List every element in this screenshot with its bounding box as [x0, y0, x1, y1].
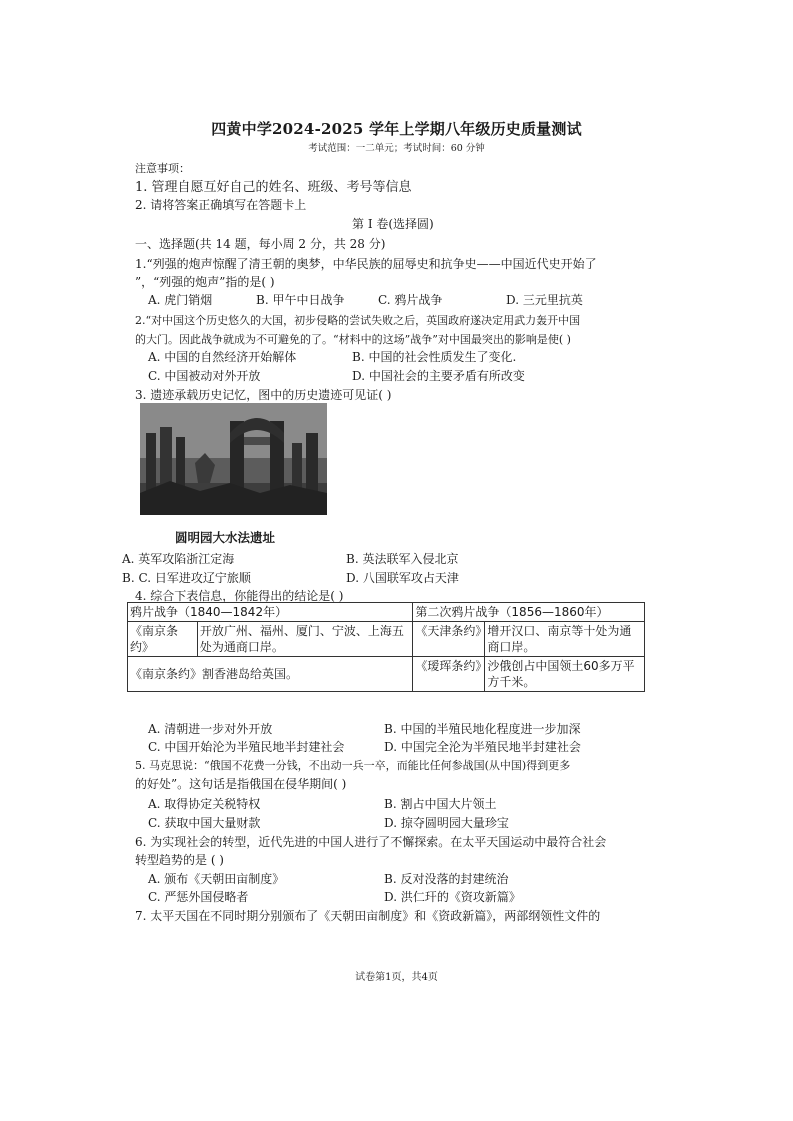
ruins-photo — [140, 403, 327, 515]
section-title: 第 I 卷(选择圆) — [352, 217, 434, 231]
question-5-option-b: B. 割占中国大片领土 — [384, 797, 497, 811]
question-5-option-d: D. 掠夺圆明园大量珍宝 — [384, 816, 509, 830]
question-2-stem: 2.“对中国这个历史悠久的大国，初步侵略的尝试失败之后，英国政府遂决定用武力轰开中国 — [135, 314, 581, 327]
question-5-option-a: A. 取得协定关税特权 — [148, 797, 261, 811]
question-2-stem-cont: 的大门。因此战争就成为不可避免的了。“材料中的这场”战争”对中国最突出的影响是使( ) — [135, 333, 571, 346]
treaty-table — [127, 602, 645, 692]
question-2-option-a: A. 中国的自然经济开始解体 — [148, 350, 297, 364]
ruins-caption: 圆明园大水法遗址 — [175, 530, 276, 545]
table-row — [128, 603, 645, 622]
table-cell: 《瑷珲条约》 — [413, 657, 485, 692]
question-6-option-a: A. 颁布《天朝田亩制度》 — [148, 872, 285, 886]
question-6-option-c: C. 严惩外国侵略者 — [148, 890, 249, 904]
question-3-option-d: D. 八国联军攻占天津 — [346, 571, 459, 585]
table-cell: 沙俄创占中国领土60多万平方千米。 — [485, 657, 645, 692]
question-3-option-c: B. C. 日军进攻辽宁旅顺 — [122, 571, 251, 585]
question-6-stem: 6. 为实现社会的转型，近代先进的中国人进行了不懈探索。在太平天国运动中最符合社会 — [135, 835, 607, 849]
notes-item-2: 2. 请将答案正确填写在答题卡上 — [135, 198, 307, 212]
table-cell: 开放广州、福州、厦门、宁波、上海五处为通商口岸。 — [197, 622, 413, 657]
ruins-illustration — [140, 403, 327, 515]
question-6-option-d: D. 洪仁玕的《资攻新篇》 — [384, 890, 521, 904]
question-1-stem: 1.“列强的炮声惊醒了清王朝的奥梦，中华民族的屈辱史和抗争史——中国近代史开始了 — [135, 257, 597, 271]
table-cell: 《天津条约》 — [413, 622, 485, 657]
question-7-stem: 7. 太平天国在不同时期分别颁布了《天朝田亩制度》和《资政新篇》，两部纲领性文件的 — [135, 909, 601, 923]
question-4-stem: 4. 综合下表信息，你能得出的结论是( ) — [135, 589, 344, 603]
exam-subtitle: 考试范围：一二单元；考试时间：60 分钟 — [308, 143, 485, 154]
question-4-option-b: B. 中国的半殖民地化程度进一步加深 — [384, 722, 581, 736]
question-3-option-a: A. 英军攻陷浙江定海 — [122, 552, 235, 566]
page-footer: 试卷第1页，共4页 — [355, 972, 438, 983]
exam-title: 四黄中学2024-2025 学年上学期八年级历史质量测试 — [211, 120, 582, 138]
question-2-option-c: C. 中国被动对外开放 — [148, 369, 261, 383]
question-2-option-b: B. 中国的社会性质发生了变化. — [352, 350, 517, 364]
question-4-option-d: D. 中国完全沦为半殖民地半封建社会 — [384, 740, 581, 754]
question-6-stem-cont: 转型趋势的是 ( ) — [135, 853, 224, 867]
question-1-option-d: D. 三元里抗英 — [506, 293, 583, 307]
table-header-cell: 第二次鸦片战争（1856—1860年） — [413, 603, 645, 622]
question-5-stem-cont: 的好处”。这句话是指俄国在侵华期间( ) — [135, 777, 347, 791]
table-header-cell: 鸦片战争（1840—1842年） — [128, 603, 413, 622]
notes-heading: 注意事项： — [135, 162, 190, 175]
notes-item-1: 1. 管理自愿互好自己的姓名、班级、考号等信息 — [135, 180, 412, 195]
question-3-stem: 3. 遗迹承载历史记忆，图中的历史遗迹可见证( ) — [135, 388, 392, 402]
question-1-option-c: C. 鸦片战争 — [378, 293, 443, 307]
table-cell: 增开汉口、南京等十处为通商口岸。 — [485, 622, 645, 657]
question-2-option-d: D. 中国社会的主要矛盾有所改变 — [352, 369, 525, 383]
question-1-stem-cont: ”，“列强的炮声”指的是( ) — [135, 275, 275, 289]
table-cell: 《南京条约》割香港岛给英国。 — [128, 657, 413, 692]
question-6-option-b: B. 反对没落的封建统治 — [384, 872, 509, 886]
section-part-heading: 一、选择题(共 14 题，每小周 2 分，共 28 分) — [135, 237, 386, 251]
question-1-option-a: A. 虎门销烟 — [148, 293, 213, 307]
question-3-option-b: B. 英法联军入侵北京 — [346, 552, 459, 566]
question-5-option-c: C. 获取中国大量财款 — [148, 816, 261, 830]
table-row — [128, 657, 645, 692]
question-1-option-b: B. 甲午中日战争 — [256, 293, 345, 307]
question-4-option-c: C. 中国开始沦为半殖民地半封建社会 — [148, 740, 345, 754]
table-row — [128, 622, 645, 657]
question-4-option-a: A. 清朝进一步对外开放 — [148, 722, 273, 736]
question-5-stem: 5. 马克思说：“俄国不花费一分钱，不出动一兵一卒，而能比任何参战国(从中国)得到更多 — [135, 759, 571, 772]
table-cell: 《南京条约》 — [128, 622, 198, 657]
